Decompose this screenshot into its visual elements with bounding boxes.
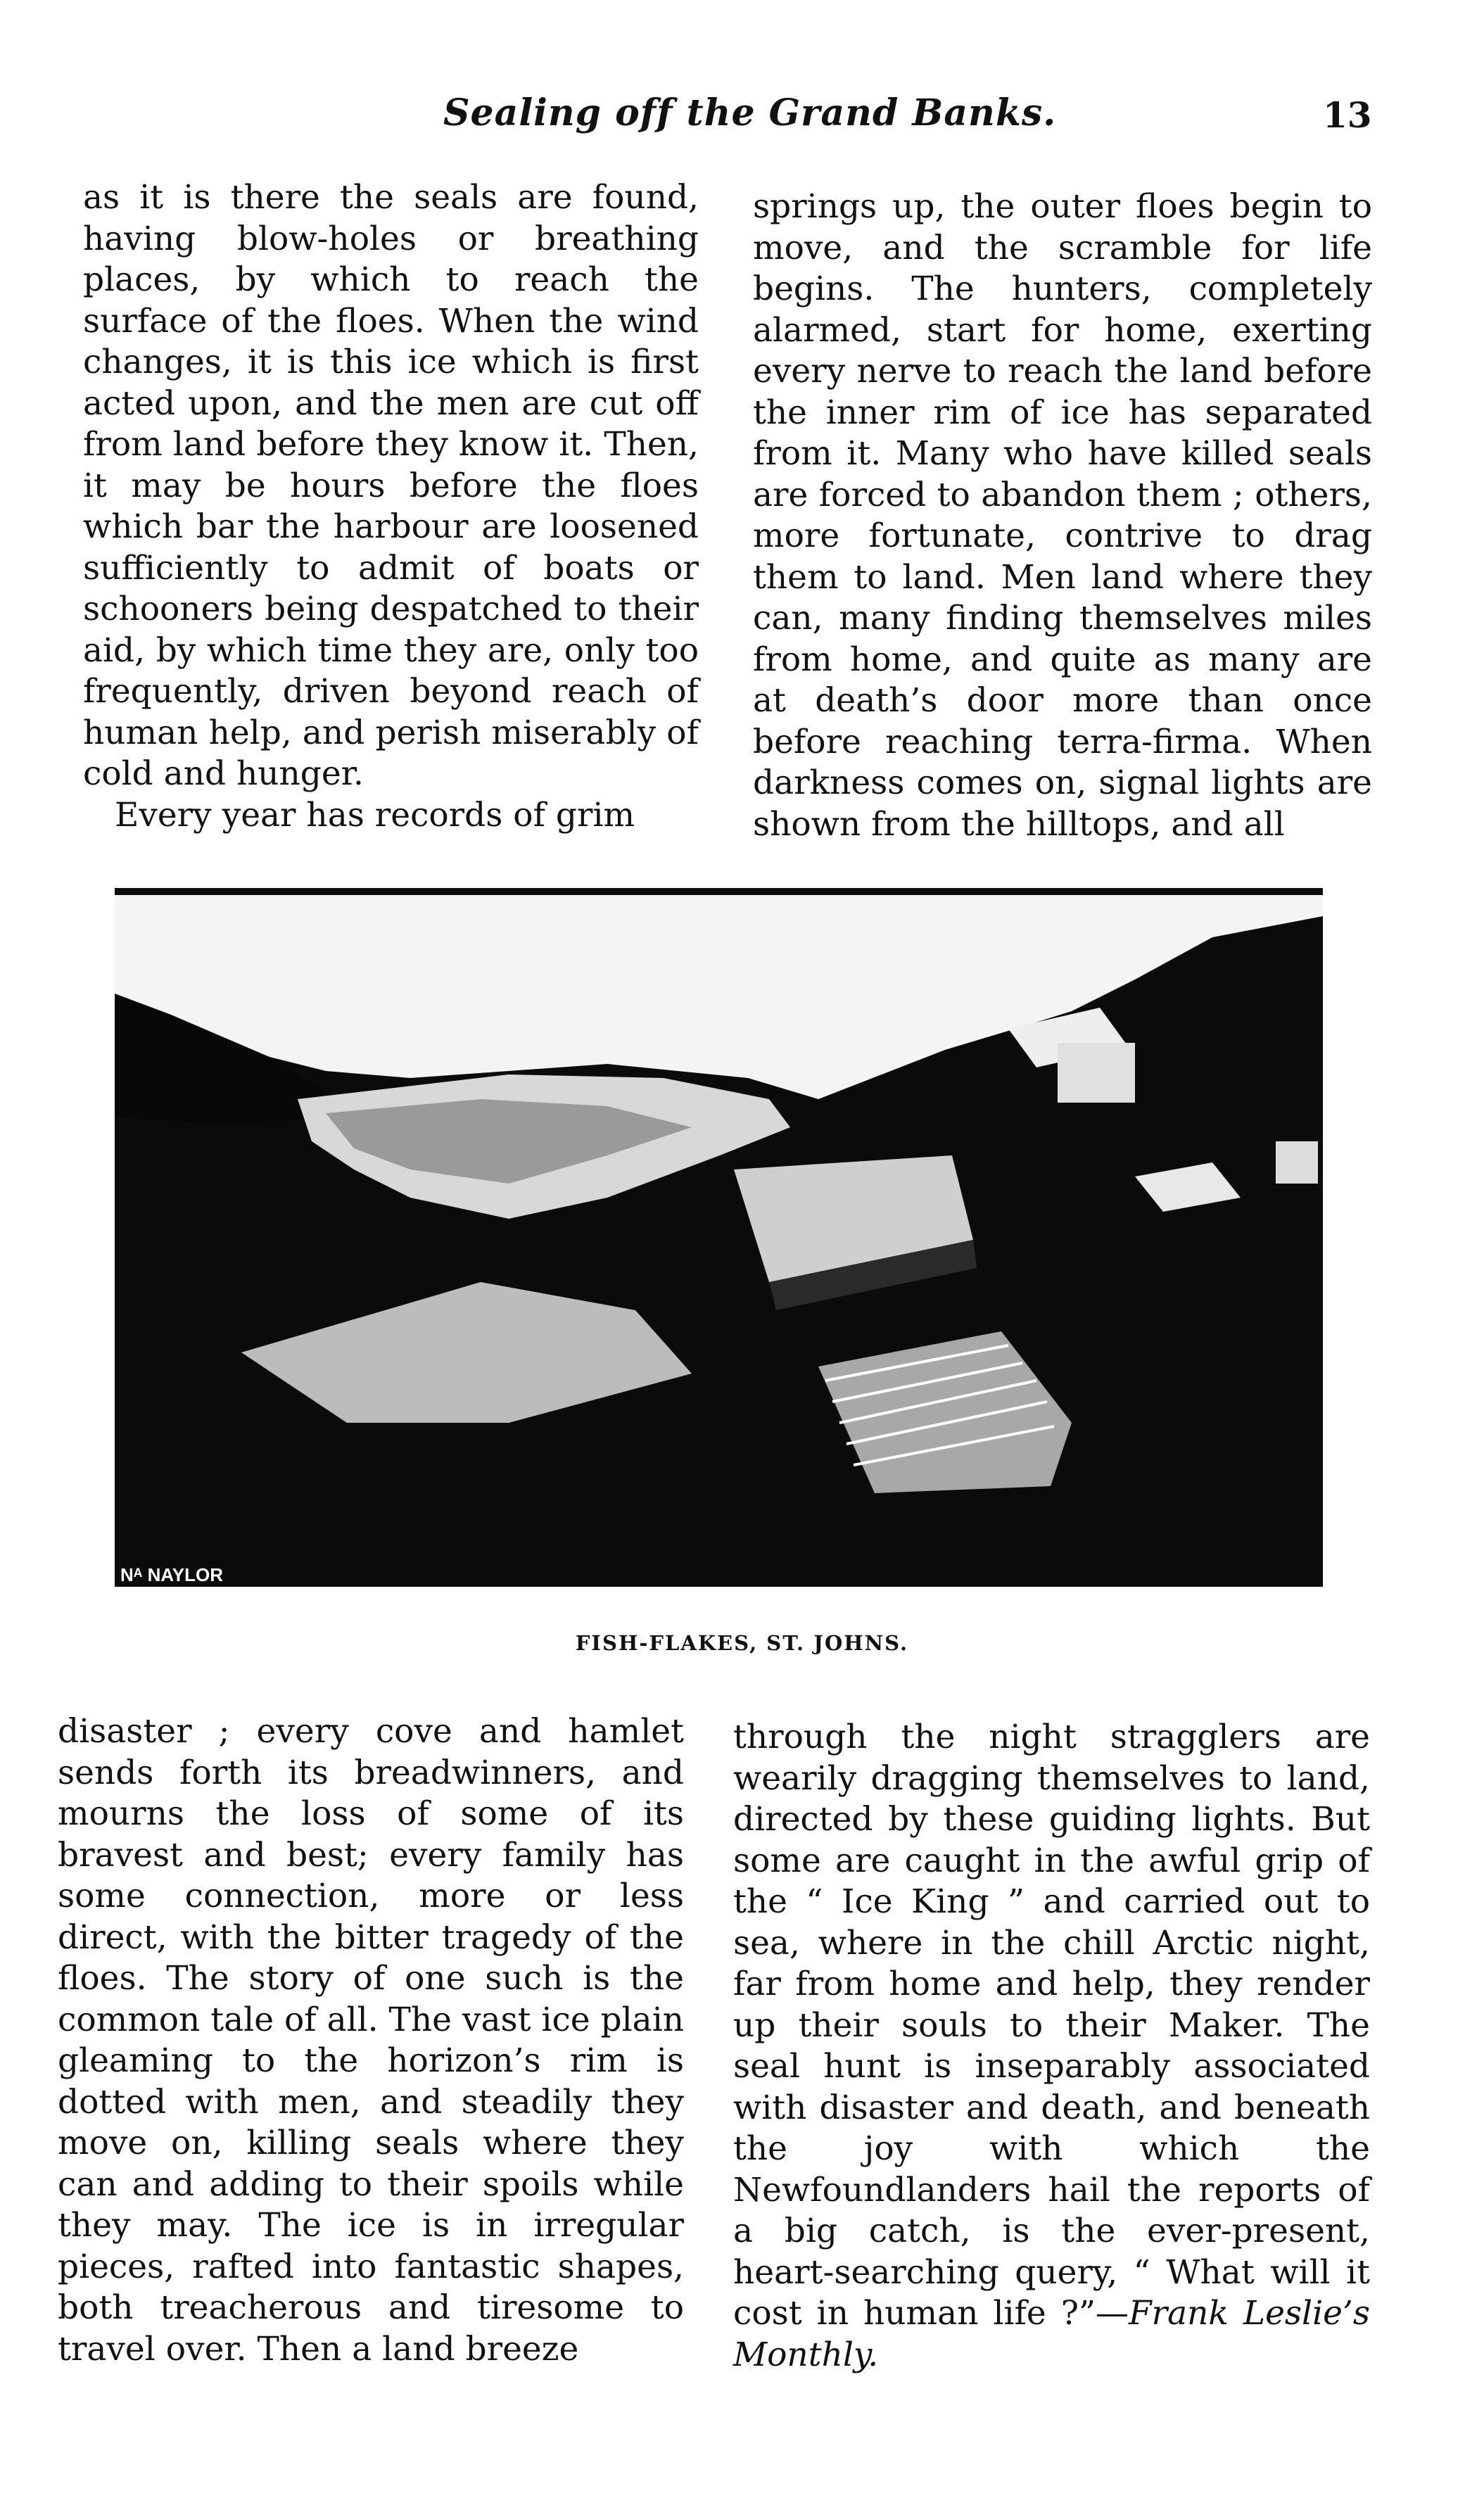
paragraph-text: through the night stragglers are wearily dragging themselves to land, directed by these guiding lights. But some are caught in the awful grip of the “ Ice King ” and carried out to sea, where in the chill Arctic night, far from home and help, they render up their souls to their Maker. The seal hunt is inseparably associated with disaster and death, and beneath the joy with which the Newfoundlanders hail the reports of a big catch, is the ever-present, heart-searching query, “ What will it cost in human life ?”— <box>733 1718 1370 2333</box>
page-number: 13 <box>1323 94 1372 136</box>
paragraph <box>733 1717 1370 2376</box>
paragraph: Every year has records of grim <box>115 795 635 835</box>
text-column-top-right <box>753 186 1372 845</box>
paragraph: as it is there the seals are found, having blow-holes or breathing places, by which to reach the surface of the floes. When the wind changes, it is this ice which is first acted upon, and the men are cut off from land before they know it. Then, it may be hours before the floes which bar the harbour are loosened sufficiently to admit of boats or schooners being despatched to their aid, by which time they are, only too frequently, driven beyond reach of human help, and perish miserably of cold and hunger. <box>83 178 699 793</box>
photo-credit: Nᴬ NAYLOR <box>120 1564 224 1585</box>
figure-caption: FISH-FLAKES, ST. JOHNS. <box>575 1631 909 1655</box>
page-header <box>0 84 1484 148</box>
text-column-bottom-right <box>733 1717 1370 2376</box>
paragraph: springs up, the outer floes begin to move, and the scramble for life begins. The hunters, completely alarmed, start for home, exerting every nerve to reach the land before the inner rim of ice has separated from it. Many who have killed seals are forced to abandon them ; others, more fortunate, contrive to drag them to land. Men land where they can, many finding themselves miles from home, and quite as many are at death’s door more than once before reaching terra-firma. When darkness comes on, signal lights are shown from the hilltops, and all <box>753 187 1372 844</box>
text-column-top-left <box>83 177 699 836</box>
photograph-fish-flakes <box>115 888 1323 1587</box>
source-signature: Frank Leslie’s Monthly. <box>733 2294 1370 2374</box>
text-column-bottom-left <box>58 1711 684 2370</box>
paragraph: disaster ; every cove and hamlet sends forth its breadwinners, and mourns the loss of some of its bravest and best; every family has some connection, more or less direct, with the bitter tragedy of the floes. The story of one such is the common tale of all. The vast ice plain gleaming to the horizon’s rim is dotted with men, and steadily they move on, killing seals where they can and adding to their spoils while they may. The ice is in irregular pieces, rafted into fantastic shapes, both treacherous and tiresome to travel over. Then a land breeze <box>58 1712 684 2369</box>
running-title: Sealing off the Grand Banks. <box>443 91 1057 134</box>
